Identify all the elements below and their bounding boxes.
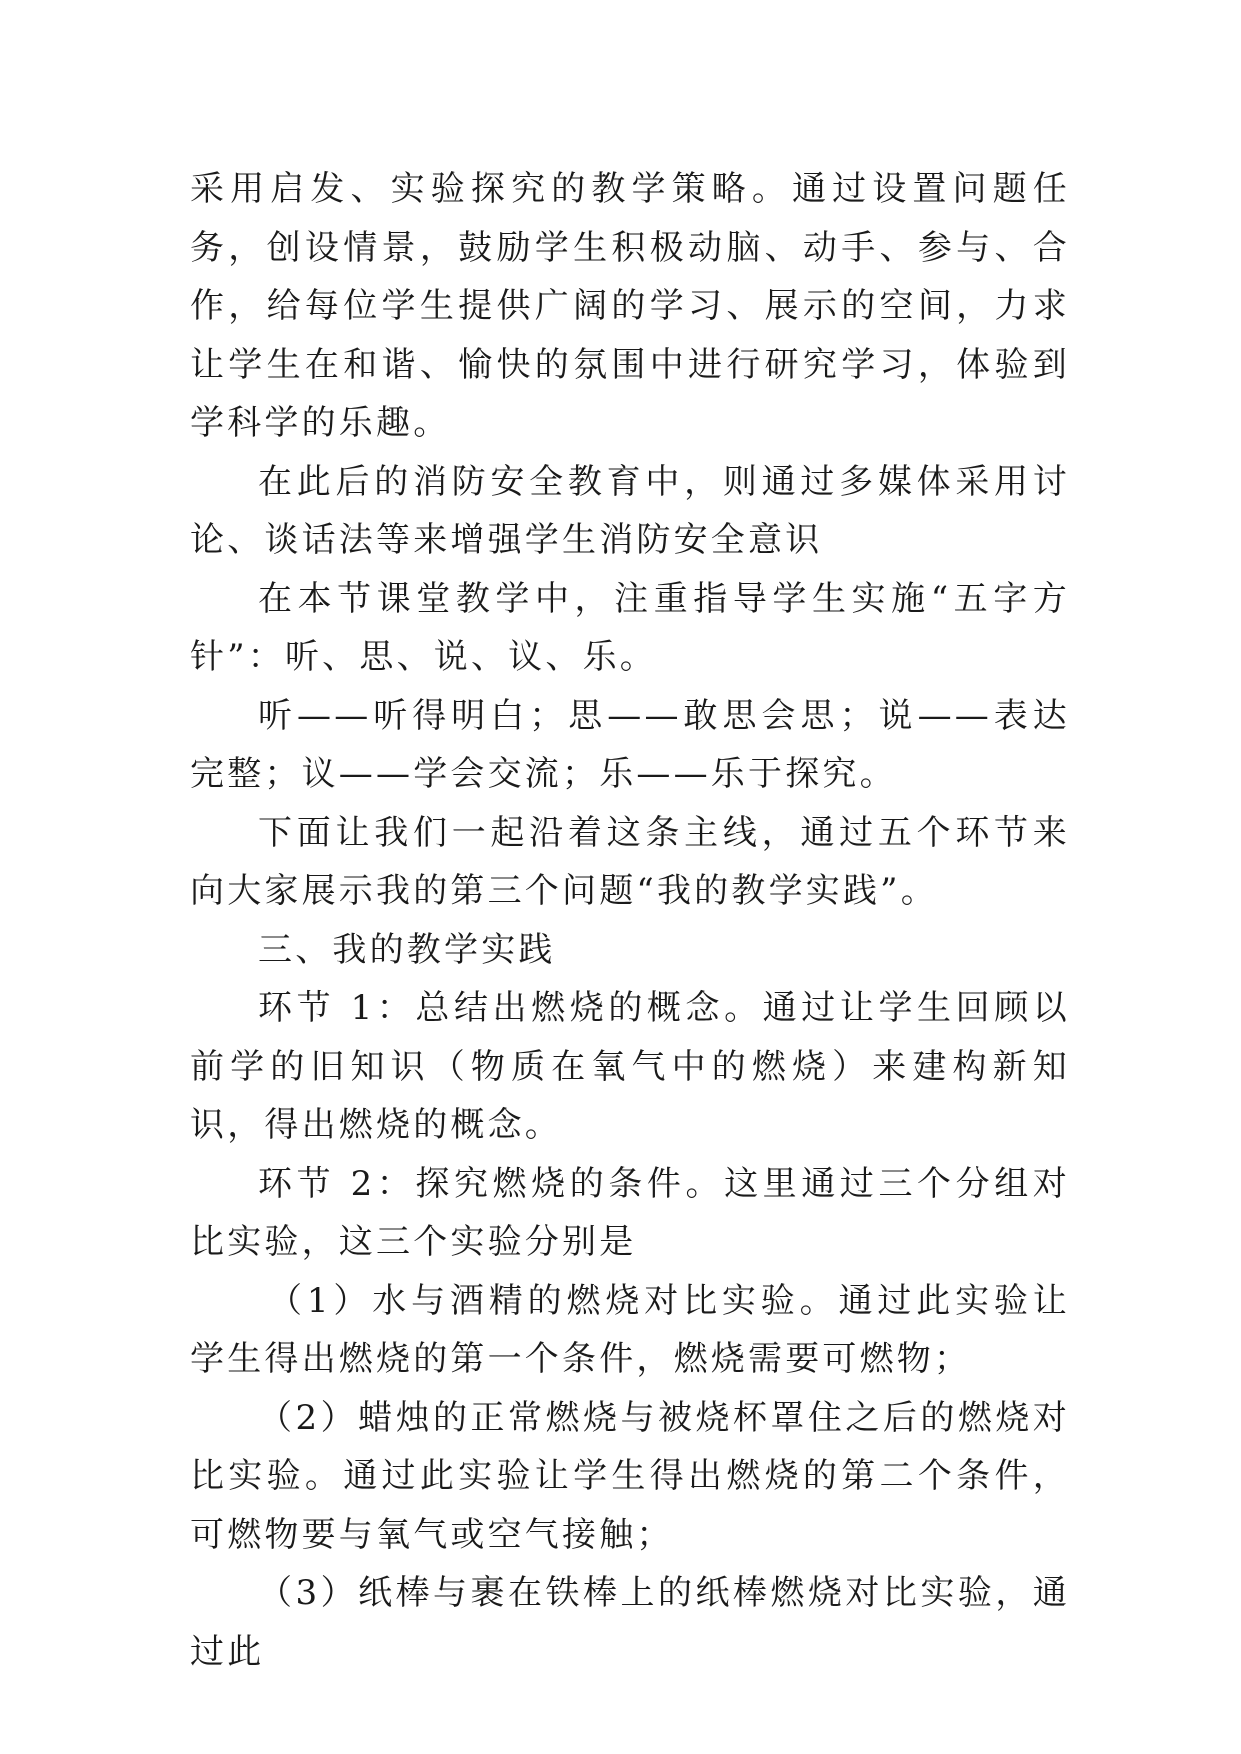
- paragraph-fire-safety: 在此后的消防安全教育中，则通过多媒体采用讨论、谈话法等来增强学生消防安全意识: [190, 461, 1070, 560]
- document-body: [190, 160, 1070, 1681]
- list-item-experiment-2: （2）蜡烛的正常燃烧与被烧杯罩住之后的燃烧对比实验。通过此实验让学生得出燃烧的第二个条件，可燃物要与氧气或空气接触；: [190, 1397, 1070, 1555]
- paragraph-main-line: 下面让我们一起沿着这条主线，通过五个环节来向大家展示我的第三个问题“我的教学实践”。: [190, 812, 1070, 911]
- paragraph-teaching-strategy: 采用启发、实验探究的教学策略。通过设置问题任务，创设情景，鼓励学生积极动脑、动手、参与、合作，给每位学生提供广阔的学习、展示的空间，力求让学生在和谐、愉快的氛围中进行研究学习，体验到学科学的乐趣。: [190, 169, 1070, 443]
- paragraph-five-word-details: 听——听得明白；思——敢思会思；说——表达完整；议——学会交流；乐——乐于探究。: [190, 695, 1070, 794]
- list-item-experiment-3: （3）纸棒与裹在铁棒上的纸棒燃烧对比实验，通过此: [190, 1573, 1070, 1672]
- paragraph-step-1: 环节 1：总结出燃烧的概念。通过让学生回顾以前学的旧知识（物质在氧气中的燃烧）来建构新知识，得出燃烧的概念。: [190, 988, 1070, 1145]
- section-heading-teaching-practice: 三、我的教学实践: [258, 929, 556, 970]
- list-item-experiment-1: （1）水与酒精的燃烧对比实验。通过此实验让学生得出燃烧的第一个条件，燃烧需要可燃物；: [190, 1280, 1070, 1379]
- paragraph-step-2: 环节 2：探究燃烧的条件。这里通过三个分组对比实验，这三个实验分别是: [190, 1163, 1070, 1262]
- paragraph-five-word-policy: 在本节课堂教学中，注重指导学生实施“五字方针”：听、思、说、议、乐。: [190, 578, 1070, 677]
